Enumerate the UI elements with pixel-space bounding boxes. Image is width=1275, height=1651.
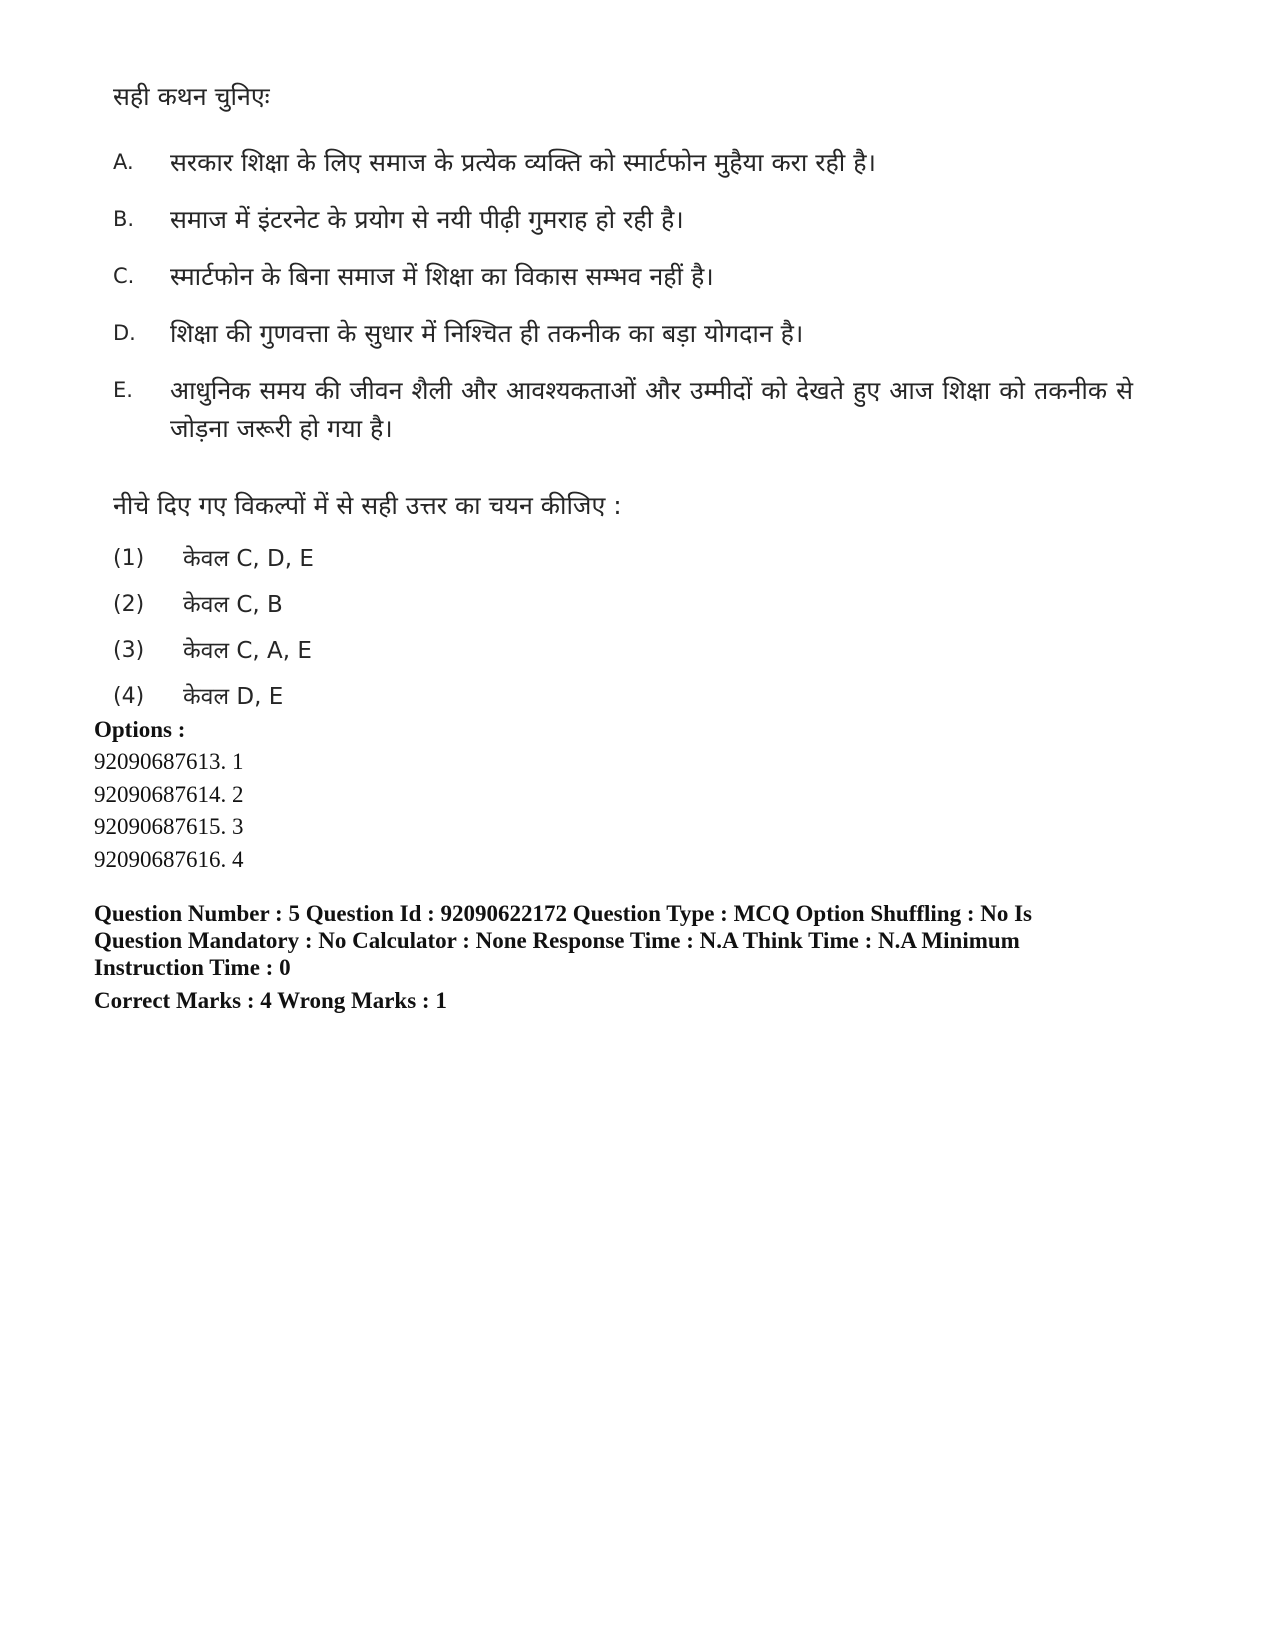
statement-b [113, 191, 1133, 248]
option-id-item: 92090687614. 2 [94, 781, 244, 807]
statement-a [113, 134, 1133, 191]
answer-option-number: (1) [113, 546, 145, 571]
answer-option-1 [113, 536, 1133, 582]
statement-text: स्मार्टफोन के बिना समाज में शिक्षा का विकास सम्भव नहीं है। [170, 262, 714, 291]
option-id-list [94, 746, 1094, 876]
statement-e [113, 362, 1133, 448]
statement-c [113, 248, 1133, 305]
question-info: Question Number : 5 Question Id : 92090622172 Question Type : MCQ Option Shuffling : No Is Question Mandatory : No Calculator : None Response Time : N.A Think Time : N.A Minimum Instruction Time : 0 [94, 901, 1033, 980]
answer-option-2 [113, 582, 1133, 628]
statement-text: शिक्षा की गुणवत्ता के सुधार में निश्चित ही तकनीक का बड़ा योगदान है। [170, 319, 804, 348]
answer-option-number: (3) [113, 638, 145, 663]
question-intro: सही कथन चुनिएः [113, 82, 270, 111]
statement-d [113, 305, 1133, 362]
statement-text: आधुनिक समय की जीवन शैली और आवश्यकताओं और उम्मीदों को देखते हुए आज शिक्षा को तकनीक से जोड़ना जरूरी हो गया है। [170, 376, 1133, 443]
answer-option-number: (4) [113, 684, 145, 709]
statement-letter: E. [113, 378, 133, 402]
answer-option-text: केवल C, B [183, 592, 283, 618]
answer-option-text: केवल C, A, E [183, 638, 312, 664]
option-id-item: 92090687613. 1 [94, 749, 244, 774]
answer-option-text: केवल D, E [183, 684, 284, 710]
answer-option-3 [113, 628, 1133, 674]
options-heading: Options : [94, 717, 186, 742]
question-block [113, 72, 1133, 720]
statement-letter: D. [113, 321, 136, 345]
question-meta [94, 714, 1094, 1015]
statement-text: सरकार शिक्षा के लिए समाज के प्रत्येक व्यक्ति को स्मार्टफोन मुहैया करा रही है। [170, 148, 876, 177]
option-id-item: 92090687616. 4 [94, 846, 244, 872]
answer-option-number: (2) [113, 592, 145, 617]
marks-info: Correct Marks : 4 Wrong Marks : 1 [94, 988, 447, 1013]
answer-option-text: केवल C, D, E [183, 546, 314, 572]
statement-text: समाज में इंटरनेट के प्रयोग से नयी पीढ़ी गुमराह हो रही है। [170, 205, 684, 234]
statement-letter: A. [113, 150, 134, 174]
option-id-item: 92090687615. 3 [94, 814, 244, 839]
choose-prompt: नीचे दिए गए विकल्पों में से सही उत्तर का चयन कीजिए : [113, 491, 622, 520]
statement-letter: C. [113, 264, 135, 288]
statement-letter: B. [113, 207, 135, 231]
